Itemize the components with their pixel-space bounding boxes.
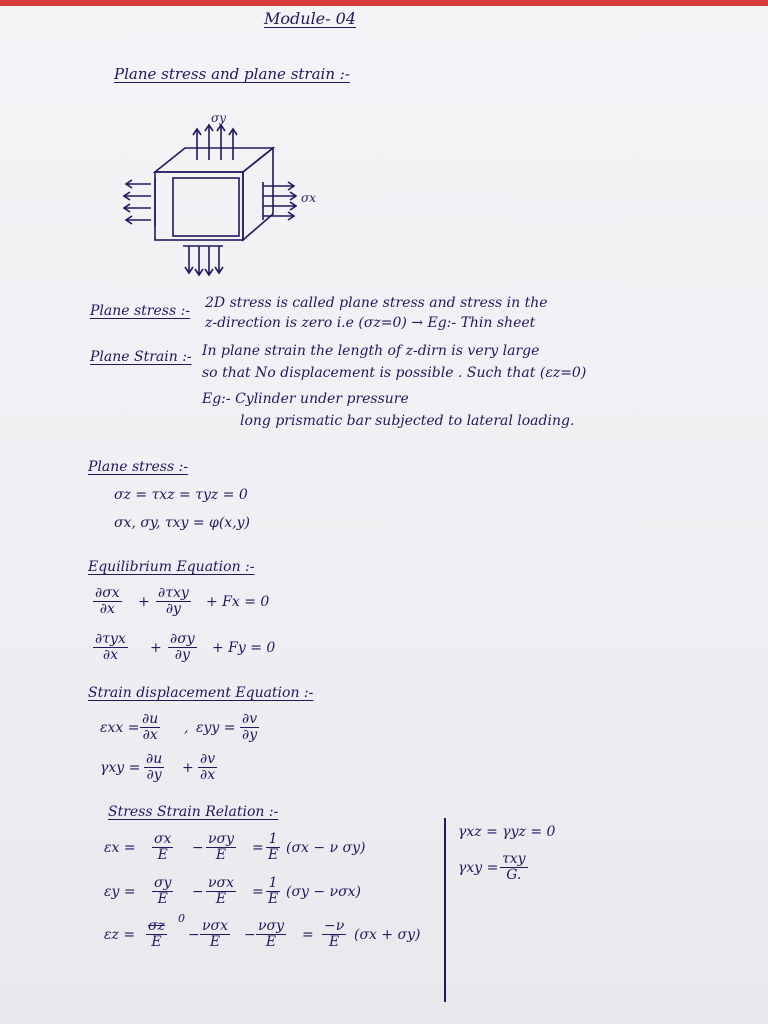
eq2-op1: + (150, 640, 162, 656)
ez-num1: σz (148, 918, 165, 934)
eq2-tail: + Fy = 0 (212, 640, 276, 656)
plane-stress-section-title: Plane stress :- (88, 459, 189, 475)
eyy-den: ∂y (242, 727, 258, 743)
ey-op: − (192, 884, 204, 900)
gxy-frac2 (198, 752, 217, 783)
ex-eq: = (252, 840, 264, 856)
plane-strain-line4: long prismatic bar subjected to lateral loading. (240, 413, 575, 429)
ez-den1: E (151, 934, 162, 950)
ey-frac1 (152, 876, 173, 907)
ex-den1: E (157, 847, 168, 863)
ez-num4: −ν (324, 918, 345, 934)
eq2-frac2 (168, 632, 197, 663)
eq1-frac2-den: ∂y (165, 601, 181, 617)
eq1-frac1-den: ∂x (99, 601, 115, 617)
stress-strain-title: Stress Strain Relation :- (108, 804, 279, 820)
gamma-xy-num: τxy (502, 851, 526, 867)
gxy-den1: ∂y (146, 767, 162, 783)
gamma-xy-lhs: γxy = (458, 860, 499, 876)
ey-num3: 1 (266, 876, 280, 892)
ez-lhs: εz = (104, 927, 136, 943)
ez-sup-zero: 0 (178, 912, 185, 925)
plane-strain-line3: Eg:- Cylinder under pressure (202, 391, 409, 407)
eq1-frac1-num: ∂σx (95, 585, 120, 601)
eq1-frac2 (156, 586, 191, 617)
plane-strain-line2: so that No displacement is possible . Such that (εz=0) (202, 365, 587, 381)
ez-num3: νσy (258, 918, 284, 934)
ex-frac3 (266, 832, 280, 863)
ez-den2: E (209, 934, 221, 950)
ex-num1: σx (154, 831, 172, 847)
plane-stress-line1: 2D stress is called plane stress and stress in the (205, 295, 548, 311)
ez-num2: νσx (202, 918, 228, 934)
plane-stress-eq1: σz = τxz = τyz = 0 (114, 487, 248, 503)
exx-num: ∂u (142, 711, 159, 727)
ez-frac4 (322, 919, 346, 950)
ez-den4: E (329, 934, 340, 950)
eq2-frac2-num: ∂σy (170, 631, 195, 647)
ex-lhs: εx = (104, 840, 136, 856)
strain-comma: , (184, 720, 189, 736)
ez-op2: − (244, 927, 256, 943)
exx-lhs: εxx = (100, 720, 140, 736)
eq1-op1: + (138, 594, 150, 610)
ex-frac1 (152, 832, 173, 863)
gxy-frac1 (144, 752, 164, 783)
column-divider (444, 818, 446, 1002)
eyy-num: ∂v (242, 711, 258, 727)
eyy-frac (240, 712, 259, 743)
ey-frac3 (266, 876, 280, 907)
ey-den2: E (215, 891, 227, 907)
ey-eq: = (252, 884, 264, 900)
eq1-frac2-num: ∂τxy (158, 585, 189, 601)
plane-stress-line2: z-direction is zero i.e (σz=0) → Eg:- Thin sheet (205, 315, 536, 331)
ey-num1: σy (154, 875, 172, 891)
ex-tail: (σx − ν σy) (286, 840, 366, 856)
ey-tail: (σy − νσx) (286, 884, 361, 900)
gxy-op: + (182, 760, 194, 776)
plane-stress-eq2: σx, σy, τxy = φ(x,y) (114, 515, 251, 531)
gxy-den2: ∂x (200, 767, 216, 783)
ex-op: − (192, 840, 204, 856)
ez-frac2 (200, 919, 230, 950)
gamma-xy-den: G. (506, 867, 522, 883)
ex-frac2 (206, 832, 236, 863)
eq1-tail: + Fx = 0 (206, 594, 270, 610)
ez-frac1 (146, 919, 167, 950)
plane-strain-line1: In plane strain the length of z-dirn is very large (202, 343, 540, 359)
plane-stress-label: Plane stress :- (90, 303, 191, 319)
eyy-lhs: εyy = (196, 720, 236, 736)
gxy-num2: ∂v (200, 751, 216, 767)
ey-den3: E (268, 891, 279, 907)
module-title: Module- 04 (264, 9, 356, 28)
gxy-lhs: γxy = (100, 760, 141, 776)
stress-element-diagram (115, 108, 445, 278)
ey-lhs: εy = (104, 884, 136, 900)
exx-den: ∂x (142, 727, 158, 743)
section-title: Plane stress and plane strain :- (114, 65, 350, 83)
ey-frac2 (206, 876, 236, 907)
ez-eq: = (302, 927, 314, 943)
ey-num2: νσx (208, 875, 234, 891)
ez-frac3 (256, 919, 286, 950)
ez-tail: (σx + σy) (354, 927, 421, 943)
plane-strain-label: Plane Strain :- (90, 349, 192, 365)
ex-den3: E (268, 847, 279, 863)
gamma-xy-frac (500, 852, 528, 883)
eq2-frac2-den: ∂y (174, 647, 190, 663)
strain-displacement-title: Strain displacement Equation :- (88, 685, 314, 701)
gxy-num1: ∂u (146, 751, 163, 767)
ex-num2: νσy (208, 831, 234, 847)
exx-frac (140, 712, 160, 743)
equilibrium-title: Equilibrium Equation :- (88, 559, 255, 575)
eq2-frac1 (93, 632, 128, 663)
eq2-frac1-den: ∂x (102, 647, 118, 663)
ez-den3: E (265, 934, 277, 950)
ez-op: − (188, 927, 200, 943)
eq1-frac1 (93, 586, 122, 617)
ex-den2: E (215, 847, 227, 863)
ey-den1: E (157, 891, 168, 907)
eq2-frac1-num: ∂τyx (95, 631, 126, 647)
ex-num3: 1 (266, 832, 280, 848)
diagram-label-sigma-y: σy (211, 111, 226, 125)
page-top-band (0, 0, 768, 6)
diagram-label-sigma-x: σx (301, 191, 316, 205)
gamma-xz-yz: γxz = γyz = 0 (458, 824, 556, 840)
